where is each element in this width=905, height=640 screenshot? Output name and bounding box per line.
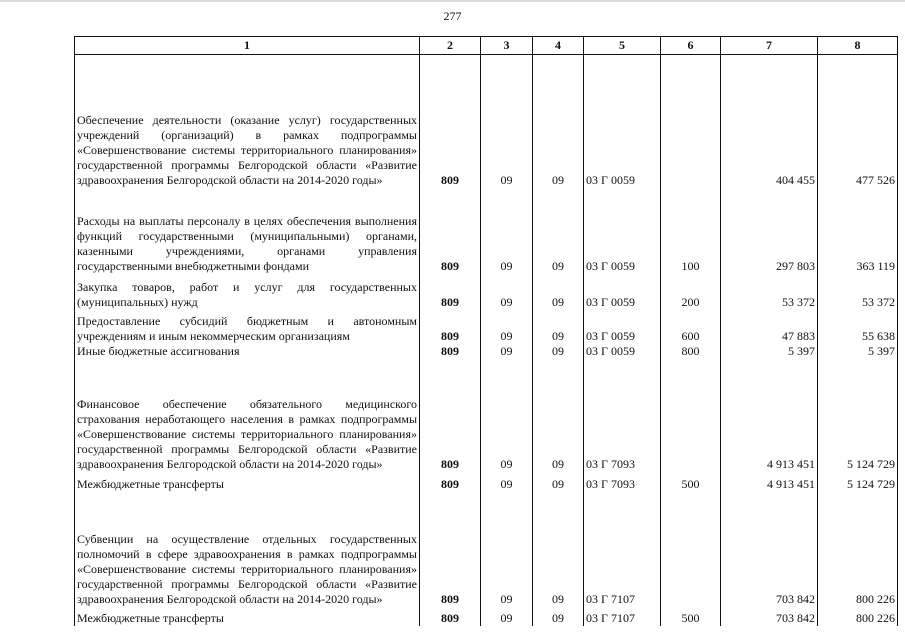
row-target-article: 03 Г 0059 — [584, 344, 661, 359]
header-col-7: 7 — [721, 37, 818, 55]
row-ministry-code: 809 — [420, 344, 481, 359]
row-ministry-code: 809 — [420, 55, 481, 188]
row-section: 09 — [481, 344, 533, 359]
row-subsection: 09 — [533, 472, 584, 492]
row-name: Межбюджетные трансферты — [75, 472, 420, 492]
row-amount-col7: 404 455 — [721, 55, 818, 188]
row-expense-type — [661, 359, 721, 472]
table-row — [75, 472, 898, 492]
scan-top-edge — [0, 0, 905, 2]
row-name: Иные бюджетные ассигнования — [75, 344, 420, 359]
page-number: 277 — [443, 9, 462, 23]
row-section: 09 — [481, 359, 533, 472]
row-expense-type: 100 — [661, 188, 721, 274]
table-row — [75, 344, 898, 359]
row-subsection: 09 — [533, 274, 584, 310]
row-name: Закупка товаров, работ и услуг для государственных (муниципальных) нужд — [75, 274, 420, 310]
row-ministry-code: 809 — [420, 492, 481, 607]
row-ministry-code: 809 — [420, 607, 481, 626]
table-header-row — [75, 37, 898, 55]
row-ministry-code: 809 — [420, 472, 481, 492]
row-amount-col8: 477 526 — [818, 55, 898, 188]
row-subsection: 09 — [533, 359, 584, 472]
header-col-1: 1 — [75, 37, 420, 55]
row-amount-col7: 297 803 — [721, 188, 818, 274]
row-target-article: 03 Г 7093 — [584, 359, 661, 472]
row-amount-col8: 55 638 — [818, 310, 898, 344]
row-amount-col7: 4 913 451 — [721, 472, 818, 492]
table-row — [75, 310, 898, 344]
row-amount-col8: 53 372 — [818, 274, 898, 310]
row-amount-col7: 47 883 — [721, 310, 818, 344]
row-subsection: 09 — [533, 310, 584, 344]
row-amount-col8: 5 397 — [818, 344, 898, 359]
row-section: 09 — [481, 472, 533, 492]
row-ministry-code: 809 — [420, 188, 481, 274]
row-target-article: 03 Г 0059 — [584, 310, 661, 344]
row-section: 09 — [481, 607, 533, 626]
row-expense-type: 500 — [661, 472, 721, 492]
row-amount-col8: 5 124 729 — [818, 472, 898, 492]
row-subsection: 09 — [533, 188, 584, 274]
row-name: Межбюджетные трансферты — [75, 607, 420, 626]
row-section: 09 — [481, 310, 533, 344]
row-section: 09 — [481, 188, 533, 274]
header-col-2: 2 — [420, 37, 481, 55]
header-col-3: 3 — [481, 37, 533, 55]
row-ministry-code: 809 — [420, 359, 481, 472]
row-target-article: 03 Г 7107 — [584, 607, 661, 626]
row-amount-col7: 703 842 — [721, 492, 818, 607]
row-section: 09 — [481, 55, 533, 188]
row-subsection: 09 — [533, 607, 584, 626]
row-subsection: 09 — [533, 492, 584, 607]
row-subsection: 09 — [533, 55, 584, 188]
table-row — [75, 188, 898, 274]
table-row — [75, 274, 898, 310]
table-row — [75, 359, 898, 472]
row-target-article: 03 Г 0059 — [584, 55, 661, 188]
header-col-5: 5 — [584, 37, 661, 55]
row-section: 09 — [481, 492, 533, 607]
row-expense-type: 200 — [661, 274, 721, 310]
row-amount-col7: 703 842 — [721, 607, 818, 626]
row-expense-type: 500 — [661, 607, 721, 626]
row-expense-type: 800 — [661, 344, 721, 359]
budget-table — [74, 36, 898, 626]
table-row — [75, 55, 898, 188]
table-row — [75, 492, 898, 607]
row-name: Финансовое обеспечение обязательного медицинского страхования неработающего населения в рамках подпрограммы «Совершенствование системы территориального планирования» государственной программы Белгородской области «Развитие здравоохранения Белгородской области на 2014-2020 годы» — [75, 359, 420, 472]
row-amount-col7: 4 913 451 — [721, 359, 818, 472]
row-section: 09 — [481, 274, 533, 310]
row-amount-col8: 800 226 — [818, 607, 898, 626]
row-name: Субвенции на осуществление отдельных государственных полномочий в сфере здравоохранения в рамках подпрограммы «Совершенствование системы территориального планирования» государственной программы Белгородской области «Развитие здравоохранения Белгородской области на 2014-2020 годы» — [75, 492, 420, 607]
header-col-4: 4 — [533, 37, 584, 55]
row-expense-type — [661, 55, 721, 188]
header-col-6: 6 — [661, 37, 721, 55]
row-subsection: 09 — [533, 344, 584, 359]
row-expense-type — [661, 492, 721, 607]
row-target-article: 03 Г 0059 — [584, 274, 661, 310]
row-expense-type: 600 — [661, 310, 721, 344]
row-ministry-code: 809 — [420, 274, 481, 310]
row-amount-col8: 363 119 — [818, 188, 898, 274]
row-target-article: 03 Г 0059 — [584, 188, 661, 274]
row-ministry-code: 809 — [420, 310, 481, 344]
row-target-article: 03 Г 7093 — [584, 472, 661, 492]
row-name: Обеспечение деятельности (оказание услуг) государственных учреждений (организаций) в рамках подпрограммы «Совершенствование системы территориального планирования» государственной программы Белгородской области «Развитие здравоохранения Белгородской области на 2014-2020 годы» — [75, 55, 420, 188]
row-amount-col8: 5 124 729 — [818, 359, 898, 472]
row-name: Предоставление субсидий бюджетным и автономным учреждениям и иным некоммерческим организациям — [75, 310, 420, 344]
row-name: Расходы на выплаты персоналу в целях обеспечения выполнения функций государственными (муниципальными) органами, казенными учреждениями, органами управления государственными внебюджетными фондами — [75, 188, 420, 274]
table-row — [75, 607, 898, 626]
row-target-article: 03 Г 7107 — [584, 492, 661, 607]
row-amount-col8: 800 226 — [818, 492, 898, 607]
row-amount-col7: 53 372 — [721, 274, 818, 310]
row-amount-col7: 5 397 — [721, 344, 818, 359]
header-col-8: 8 — [818, 37, 898, 55]
